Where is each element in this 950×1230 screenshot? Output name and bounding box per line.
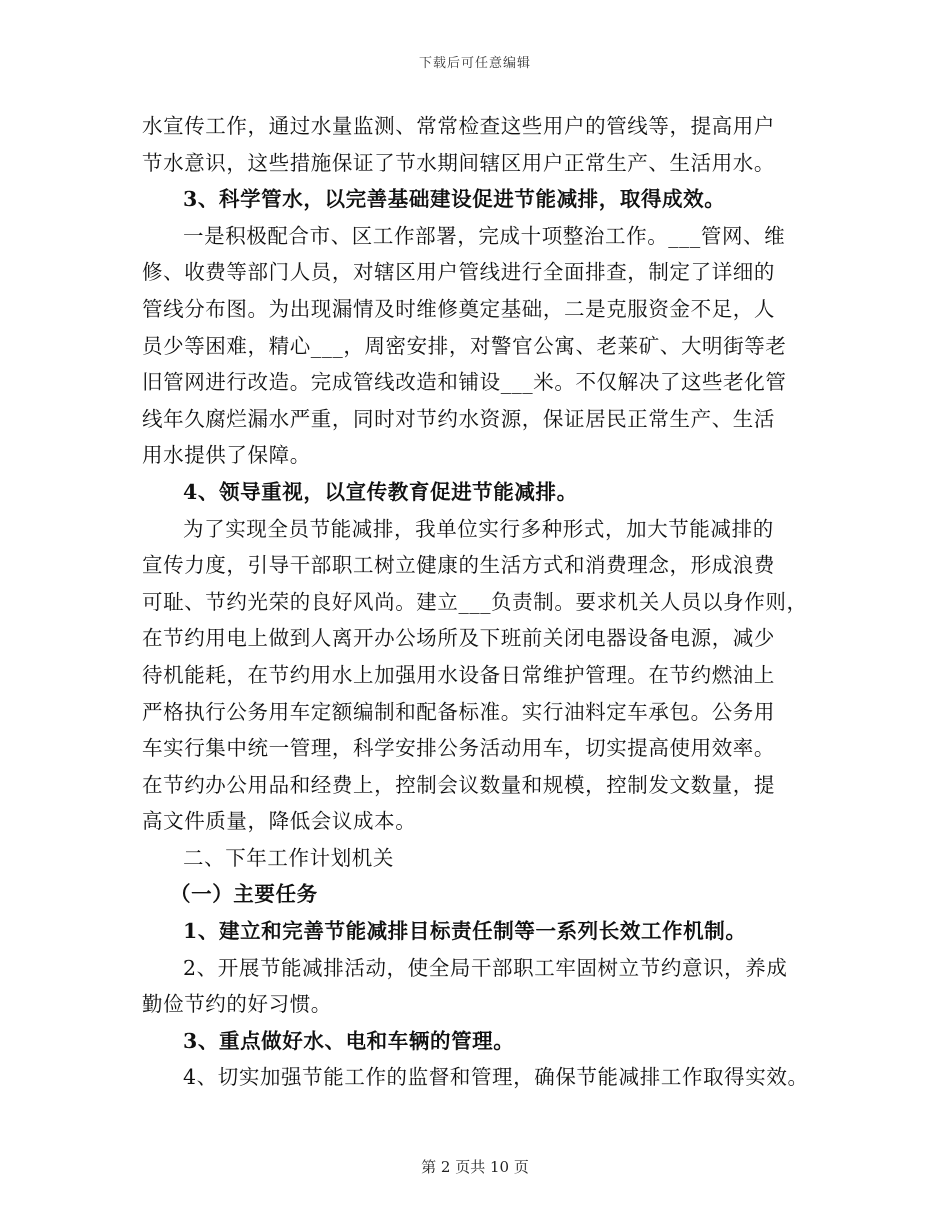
paragraph-line: 宣传力度，引导干部职工树立健康的生活方式和消费理念，形成浪费 — [142, 553, 775, 578]
paragraph-line: 节水意识，这些措施保证了节水期间辖区用户正常生产、生活用水。 — [142, 150, 775, 175]
paragraph-line: 在节约用电上做到人离开办公场所及下班前关闭电器设备电源，减少 — [142, 626, 775, 651]
paragraph-line: 勤俭节约的好习惯。 — [142, 992, 332, 1017]
subsection-heading: （一）主要任务 — [170, 882, 318, 907]
paragraph-line: 修、收费等部门人员，对辖区用户管线进行全面排查，制定了详细的 — [142, 260, 775, 285]
paragraph-line: 为了实现全员节能减排，我单位实行多种形式，加大节能减排的 — [183, 516, 774, 541]
section-heading: 3、科学管水，以完善基础建设促进节能减排，取得成效。 — [183, 187, 726, 212]
list-item: 2、开展节能减排活动，使全局干部职工牢固树立节约意识，养成 — [183, 955, 788, 980]
paragraph-line: 管线分布图。为出现漏情及时维修奠定基础，二是克服资金不足，人 — [142, 296, 775, 321]
paragraph-line: 车实行集中统一管理，科学安排公务活动用车，切实提高使用效率。 — [142, 736, 775, 761]
paragraph-line: 员少等困难，精心___，周密安排，对警官公寓、老莱矿、大明街等老 — [142, 333, 787, 358]
page-footer: 第 2 页共 10 页 — [421, 1158, 529, 1176]
page-header: 下载后可任意编辑 — [418, 56, 531, 71]
paragraph-line: 水宣传工作，通过水量监测、常常检查这些用户的管线等，提高用户 — [142, 114, 775, 138]
list-item: 1、建立和完善节能减排目标责任制等一系列长效工作机制。 — [183, 919, 747, 944]
paragraph-line: 高文件质量，降低会议成本。 — [142, 809, 417, 834]
paragraph-line: 可耻、节约光荣的良好风尚。建立___负责制。要求机关人员以身作则， — [142, 589, 808, 614]
paragraph-line: 待机能耗，在节约用水上加强用水设备日常维护管理。在节约燃油上 — [142, 662, 775, 687]
paragraph-line: 严格执行公务用车定额编制和配备标准。实行油料定车承包。公务用 — [142, 699, 775, 724]
section-heading: 二、下年工作计划机关 — [183, 845, 394, 870]
section-heading: 4、领导重视，以宣传教育促进节能减排。 — [183, 479, 578, 504]
paragraph-line: 线年久腐烂漏水严重，同时对节约水资源，保证居民正常生产、生活 — [142, 406, 775, 431]
document-body — [142, 108, 832, 1096]
paragraph-line: 在节约办公用品和经费上，控制会议数量和规模，控制发文数量，提 — [142, 772, 775, 797]
paragraph-line: 一是积极配合市、区工作部署，完成十项整治工作。___管网、维 — [183, 223, 786, 248]
paragraph-line: 用水提供了保障。 — [142, 443, 311, 468]
list-item: 4、切实加强节能工作的监督和管理，确保节能减排工作取得实效。 — [183, 1065, 809, 1090]
list-item: 3、重点做好水、电和车辆的管理。 — [183, 1028, 515, 1053]
paragraph-line: 旧管网进行改造。完成管线改造和铺设___米。不仅解决了这些老化管 — [142, 370, 787, 395]
